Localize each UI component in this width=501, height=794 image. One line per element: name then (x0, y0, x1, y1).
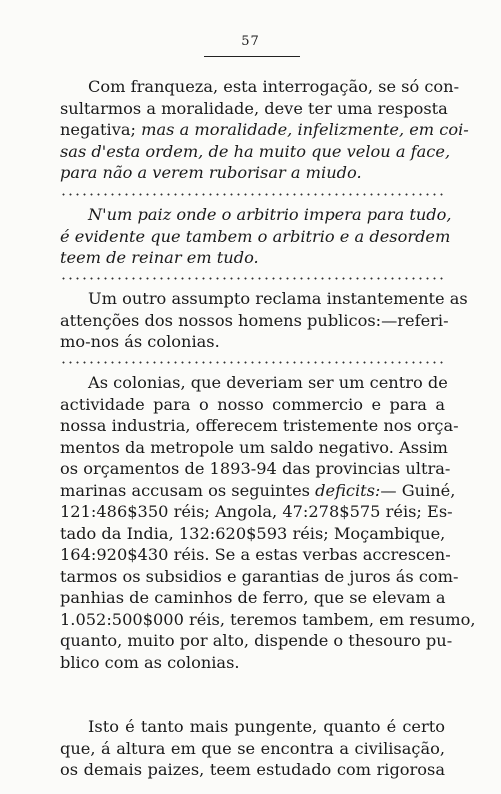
dotted-separator (60, 361, 445, 364)
text-line: 164:920$430 réis. Se a estas verbas accrescen- (60, 545, 451, 564)
text-run: negativa; (60, 120, 136, 139)
text-line: os orçamentos de 1893-94 das provincias ultra- (60, 459, 451, 478)
text-line: para não a verem ruborisar a miudo. (60, 163, 362, 182)
text-line: actividade para o nosso commercio e para a (60, 394, 445, 414)
paragraph-3 (60, 288, 468, 353)
text-line: tado da India, 132:620$593 réis; Moçambique, (60, 523, 446, 543)
text-line: attenções dos nossos homens publicos:—referi- (60, 310, 449, 330)
italic-run: mas a moralidade, infelizmente, em coi- (141, 120, 469, 139)
text-line: 121:486$350 réis; Angola, 47:278$575 réis; Es- (60, 502, 453, 521)
text-line: tarmos os subsidios e garantias de juros ás com- (60, 566, 459, 586)
text-line: As colonias, que deveriam ser um centro de (88, 373, 448, 392)
text-line: Com franqueza, esta interrogação, se só con- (88, 77, 460, 96)
text-line: Um outro assumpto reclama instantemente as (88, 289, 468, 308)
page-number: 57 (241, 34, 260, 49)
paragraph-4 (60, 372, 476, 673)
text-run: marinas accusam os seguintes (60, 480, 310, 500)
text-line: que, á altura em que se encontra a civilisação, (60, 738, 445, 758)
dotted-separator (60, 277, 445, 280)
text-line: mentos da metropole um saldo negativo. Assim (60, 437, 448, 457)
text-line: sas d'esta ordem, de ha muito que velou a face, (60, 141, 451, 161)
text-line: é evidente que tambem o arbitrio e a desordem (60, 226, 451, 246)
paragraph-1 (60, 76, 469, 184)
text-line: Isto é tanto mais pungente, quanto é certo (88, 717, 445, 736)
header-rule (204, 56, 300, 57)
text-line: 1.052:500$000 réis, teremos tambem, em resumo, (60, 609, 476, 629)
text-line: sultarmos a moralidade, deve ter uma resposta (60, 98, 448, 118)
text-line: nossa industria, offerecem tristemente nos orça- (60, 416, 459, 435)
paragraph-5 (60, 716, 445, 781)
italic-run: deficits: (315, 480, 381, 500)
dotted-separator (60, 193, 445, 196)
text-line: os demais paizes, teem estudado com rigorosa (60, 760, 445, 779)
text-line: quanto, muito por alto, dispende o thesouro pu- (60, 631, 453, 650)
text-line (60, 119, 469, 141)
text-line: blico com as colonias. (60, 652, 240, 672)
text-run: — Guiné, (380, 480, 456, 500)
text-line: mo-nos ás colonias. (60, 332, 220, 351)
text-line (60, 480, 456, 502)
text-line: panhias de caminhos de ferro, que se elevam a (60, 588, 446, 607)
paragraph-2 (60, 204, 452, 269)
text-line: teem de reinar em tudo. (60, 248, 259, 267)
text-line: N'um paiz onde o arbitrio impera para tudo, (88, 205, 452, 224)
